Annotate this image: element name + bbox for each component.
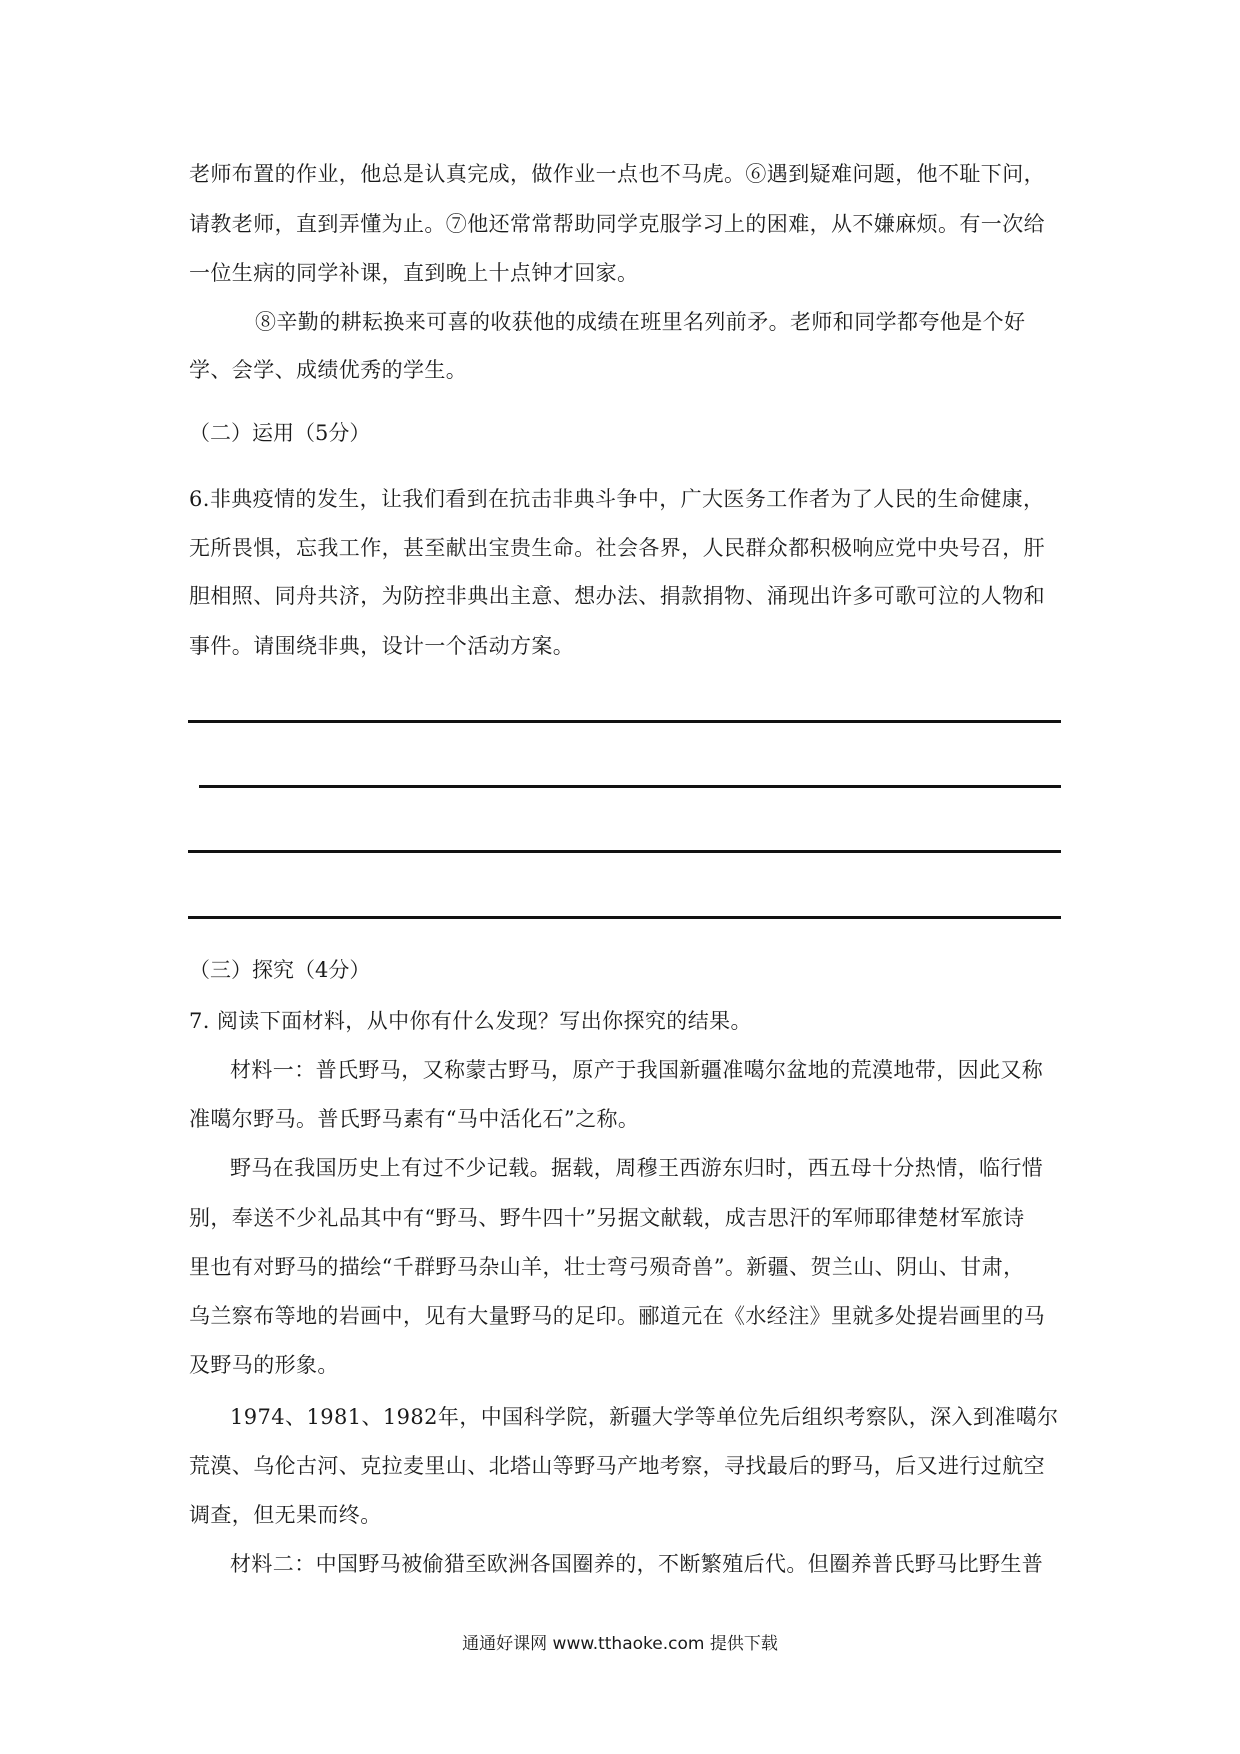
answer-line[interactable]: [188, 850, 1061, 853]
question-7: 7. 阅读下面材料，从中你有什么发现？写出你探究的结果。: [189, 1009, 752, 1033]
material-line-1: 材料一：普氏野马，又称蒙古野马，原产于我国新疆准噶尔盆地的荒漠地带，因此又称: [230, 1058, 1044, 1082]
passage-line-2: 请教老师，直到弄懂为止。⑦他还常常帮助同学克服学习上的困难，从不嫌麻烦。有一次给: [189, 212, 1045, 236]
passage-line-4: ⑧辛勤的耕耘换来可喜的收获他的成绩在班里名列前矛。老师和同学都夸他是个好: [255, 310, 1026, 334]
question-6-line-3: 胆相照、同舟共济，为防控非典出主意、想办法、捐款捐物、涌现出许多可歌可泣的人物和: [189, 584, 1045, 608]
material-line-3: 野马在我国历史上有过不少记载。据载，周穆王西游东归时，西五母十分热情，临行惜: [230, 1156, 1044, 1180]
answer-line[interactable]: [199, 785, 1061, 788]
material-line-11: 材料二：中国野马被偷猎至欧洲各国圈养的，不断繁殖后代。但圈养普氏野马比野生普: [230, 1552, 1044, 1576]
material-line-7: 及野马的形象。: [189, 1353, 339, 1377]
question-6-line-4: 事件。请围绕非典，设计一个活动方案。: [189, 634, 575, 658]
question-6-line-1: 6.非典疫情的发生，让我们看到在抗击非典斗争中，广大医务工作者为了人民的生命健康，: [189, 487, 1045, 511]
material-line-8: 1974、1981、1982年，中国科学院，新疆大学等单位先后组织考察队，深入到准噶尔: [230, 1405, 1059, 1429]
section-heading-apply: （二）运用（5分）: [189, 421, 371, 445]
page-footer: 通通好课网 www.tthaoke.com 提供下载: [462, 1634, 778, 1654]
material-line-5: 里也有对野马的描绘“千群野马杂山羊，壮士弯弓殒奇兽”。新疆、贺兰山、阴山、甘肃，: [189, 1255, 1025, 1279]
answer-line[interactable]: [188, 720, 1061, 723]
passage-line-1: 老师布置的作业，他总是认真完成，做作业一点也不马虎。⑥遇到疑难问题，他不耻下问，: [189, 162, 1045, 186]
passage-line-3: 一位生病的同学补课，直到晚上十点钟才回家。: [189, 261, 639, 285]
question-6-line-2: 无所畏惧，忘我工作，甚至献出宝贵生命。社会各界，人民群众都积极响应党中央号召，肝: [189, 536, 1045, 560]
material-line-6: 乌兰察布等地的岩画中，见有大量野马的足印。郦道元在《水经注》里就多处提岩画里的马: [189, 1304, 1045, 1328]
passage-line-5: 学、会学、成绩优秀的学生。: [189, 358, 468, 382]
section-heading-explore: （三）探究（4分）: [189, 958, 371, 982]
material-line-2: 准噶尔野马。普氏野马素有“马中活化石”之称。: [189, 1107, 640, 1131]
answer-line[interactable]: [188, 916, 1061, 919]
material-line-10: 调查，但无果而终。: [189, 1503, 382, 1527]
material-line-4: 别，奉送不少礼品其中有“野马、野牛四十”另据文献载，成吉思汗的军师耶律楚材军旅诗: [189, 1206, 1025, 1230]
material-line-9: 荒漠、乌伦古河、克拉麦里山、北塔山等野马产地考察，寻找最后的野马，后又进行过航空: [189, 1454, 1045, 1478]
